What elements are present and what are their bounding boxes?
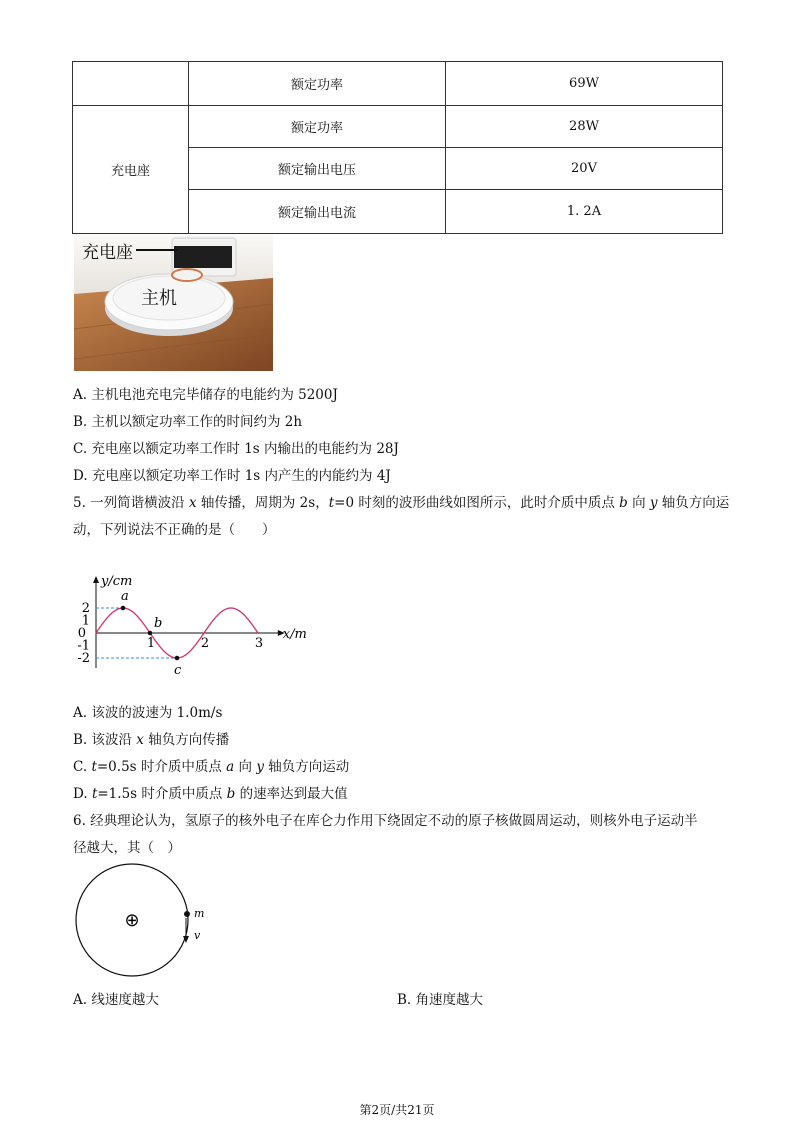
- velocity-label: v: [194, 929, 201, 942]
- table-row: [73, 106, 723, 148]
- q6-stem-line1: 6. 经典理论认为，氢原子的核外电子在库仑力作用下绕固定不动的原子核做圆周运动，则核外电子运动半: [73, 813, 698, 829]
- page-footer: 第2页/共21页: [359, 1103, 435, 1117]
- q6-stem-line2: 径越大，其（ ）: [73, 840, 181, 856]
- host-label: 主机: [141, 288, 177, 309]
- table-row: [73, 62, 723, 106]
- y-axis-arrow: [93, 576, 99, 583]
- q5-option-b: B. 该波沿 x 轴负方向传播: [73, 732, 230, 748]
- point-label-b: b: [154, 616, 163, 631]
- q4-option-c: C. 充电座以额定功率工作时 1s 内输出的电能约为 28J: [73, 441, 399, 457]
- table-cell: 额定输出电压: [189, 148, 446, 190]
- point-label-c: c: [174, 663, 182, 678]
- table-cell: 额定输出电流: [189, 190, 446, 234]
- orbit-figure: [70, 862, 220, 982]
- table-cell-group: 充电座: [73, 106, 189, 234]
- q5-stem-line1: 5. 一列简谐横波沿 x 轴传播，周期为 2s，t=0 时刻的波形曲线如图所示，此时介质中质点 b 向 y 轴负方向运: [73, 495, 730, 511]
- point-label-a: a: [121, 589, 129, 604]
- q4-option-d: D. 充电座以额定功率工作时 1s 内产生的内能约为 4J: [73, 468, 391, 484]
- table-cell: 额定功率: [189, 62, 446, 106]
- q6-option-b: B. 角速度越大: [397, 992, 484, 1008]
- point-c: [175, 656, 180, 661]
- x-tick-label: 2: [200, 636, 210, 651]
- y-tick-label: 1: [81, 613, 90, 629]
- q4-option-a: A. 主机电池充电完毕储存的电能约为 5200J: [73, 387, 338, 403]
- robot-photo: [74, 234, 273, 371]
- table-cell: [73, 62, 189, 106]
- electron-dot: [184, 911, 190, 917]
- x-tick-label: 1: [146, 636, 156, 651]
- y-tick-label: 2: [81, 601, 90, 616]
- nucleus-symbol: ⊕: [124, 910, 140, 931]
- table-cell: 1. 2A: [446, 190, 723, 234]
- wave-chart: [72, 545, 307, 695]
- table-cell: 额定功率: [189, 106, 446, 148]
- table-cell: 28W: [446, 106, 723, 148]
- q5-stem-line2: 动，下列说法不正确的是（ ）: [73, 522, 276, 538]
- q5-option-a: A. 该波的波速为 1.0m/s: [73, 705, 223, 721]
- mass-label: m: [194, 907, 205, 920]
- x-tick-label: 3: [254, 636, 264, 651]
- point-a: [121, 606, 126, 611]
- dock-pointer-line: [136, 249, 178, 251]
- y-axis-label: y/cm: [101, 574, 133, 589]
- point-b: [148, 631, 153, 636]
- table-cell: 20V: [446, 148, 723, 190]
- spec-table: [72, 61, 723, 234]
- x-axis-label: x/m: [282, 627, 307, 642]
- dock-label: 充电座: [82, 243, 133, 263]
- q5-option-d: D. t=1.5s 时介质中质点 b 的速率达到最大值: [73, 786, 348, 802]
- q4-option-b: B. 主机以额定功率工作的时间约为 2h: [73, 414, 303, 430]
- q5-option-c: C. t=0.5s 时介质中质点 a 向 y 轴负方向运动: [73, 759, 350, 775]
- y-tick-label: -2: [77, 651, 90, 666]
- table-cell: 69W: [446, 62, 723, 106]
- q6-option-a: A. 线速度越大: [73, 992, 159, 1008]
- y-tick-label: -1: [77, 638, 90, 654]
- y-tick-label: 0: [77, 626, 86, 641]
